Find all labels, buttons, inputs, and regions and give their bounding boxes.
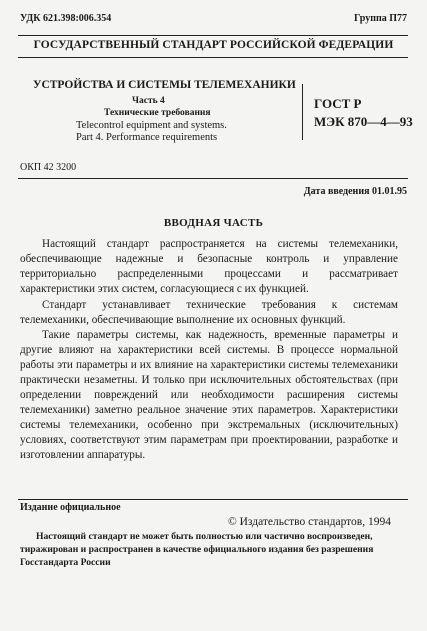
gost-label: ГОСТ Р: [314, 96, 362, 111]
paragraph-scope-text: Настоящий стандарт распространяется на системы телемеханики, обеспечивающие надежные и безопасные контроль и управление территориально распределенными процессами и рассматривает характеристики этих систем, согласующиеся с их функцией.: [20, 238, 398, 295]
section-title: ВВОДНАЯ ЧАСТЬ: [163, 217, 264, 229]
paragraph-parameters-text: Такие параметры системы, как надежность, временные параметры и другие влияют на характеристики всей системы. В процессе нормальной работы эти параметры и их влияние на характеристики системы телемеханики практически незаметны. И только при исключительных обстоятельствах (при определении повреждений или необходимости расширения системы телемеханики) заметно реальное значение этих параметров. Характеристики системы телемеханики, особенно при экстремальных (исключительных) условиях, соответствуют этим параметрам при проектировании, разработке и изготовлении аппаратуры.: [20, 329, 398, 461]
header-rule-top: [18, 35, 408, 36]
title-divider: [302, 84, 309, 140]
standard-title: ГОСУДАРСТВЕННЫЙ СТАНДАРТ РОССИЙСКОЙ ФЕДЕРАЦИИ: [33, 39, 394, 51]
paragraph-scope: [20, 237, 398, 297]
official-edition: Издание официальное: [20, 502, 121, 513]
copyright-line: © Издательство стандартов, 1994: [227, 516, 391, 528]
paragraph-parameters: [20, 328, 398, 463]
reproduction-notice: Настоящий стандарт не может быть полностью или частично воспроизведен, тиражирован и распространен в качестве официального издания без разрешения Госстандарта России: [20, 531, 374, 568]
okp-rule: [18, 178, 408, 179]
document-part: Часть 4: [132, 96, 165, 106]
udk-code: УДК 621.398:006.354: [20, 13, 112, 24]
paragraph-requirements-text: Стандарт устанавливает технические требования к системам телемеханики, обеспечивающие выполнение их основных функций.: [20, 299, 398, 326]
document-title: УСТРОЙСТВА И СИСТЕМЫ ТЕЛЕМЕХАНИКИ: [33, 79, 296, 91]
english-title-line1: Telecontrol equipment and systems.: [76, 120, 227, 131]
group-code: Группа П77: [354, 13, 407, 24]
okp-code: ОКП 42 3200: [20, 162, 77, 173]
footer-rule: [18, 499, 408, 500]
paragraph-requirements: [20, 298, 398, 328]
introduction-date: Дата введения 01.01.95: [303, 186, 407, 197]
header-rule-bottom: [18, 57, 408, 58]
document-subtitle: Технические требования: [104, 108, 211, 118]
gost-number: МЭК 870—4—93: [314, 114, 413, 129]
english-title-line2: Part 4. Performance requirements: [76, 132, 218, 143]
